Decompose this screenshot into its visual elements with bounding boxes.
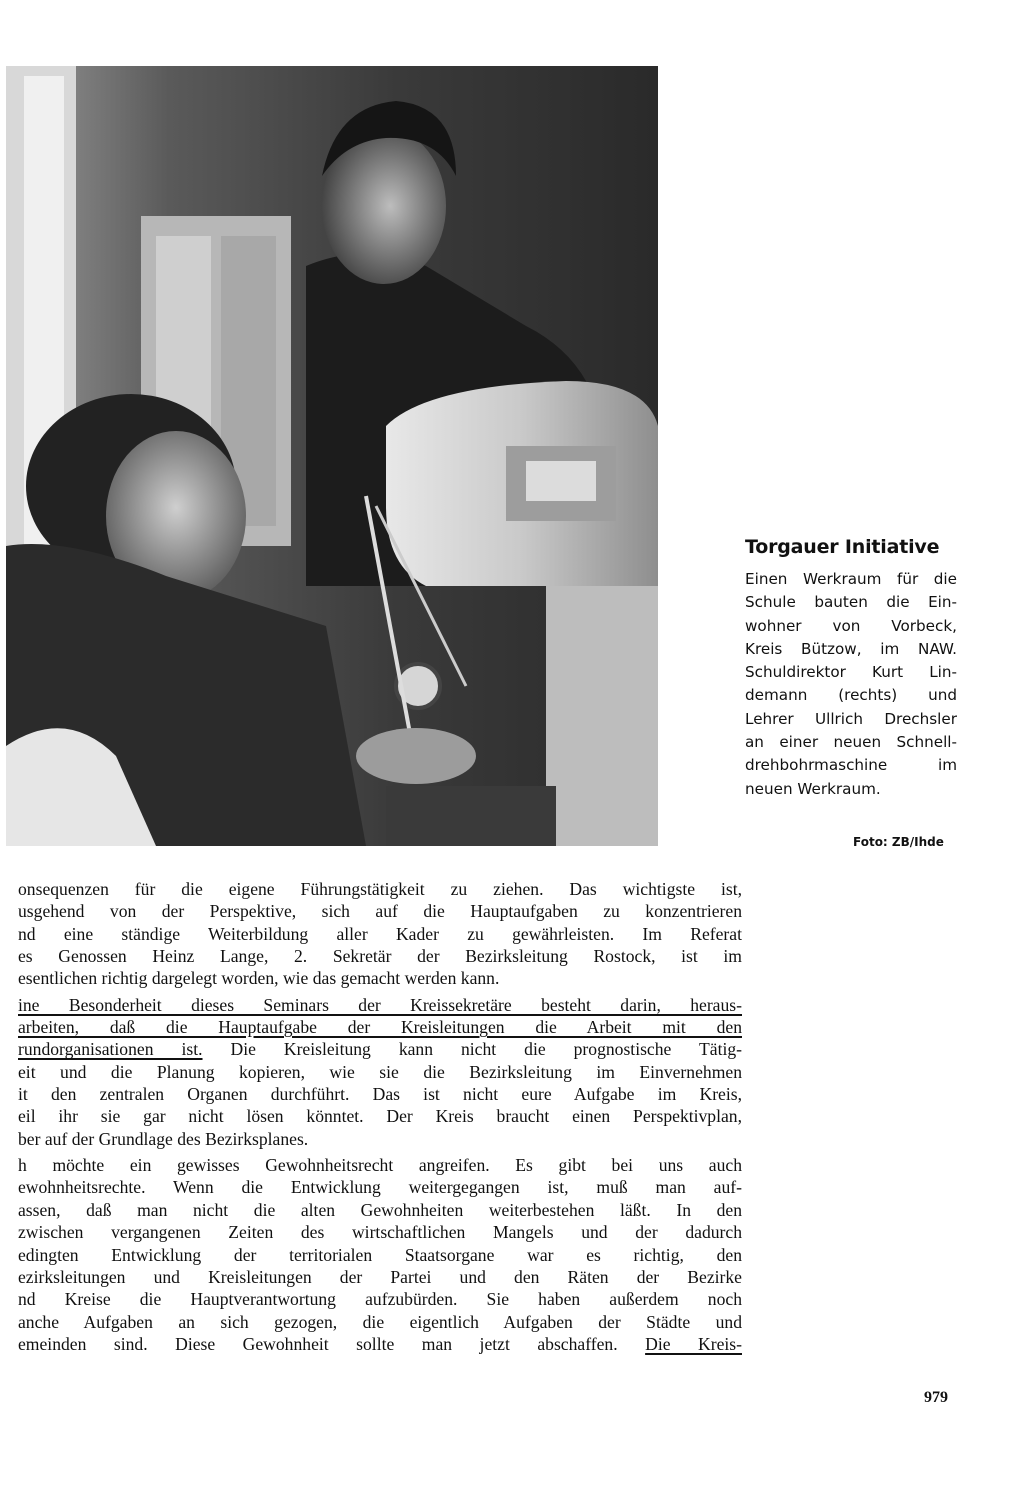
text-line: edingten Entwicklung der territorialen Staatsorgane war es richtig, den bbox=[18, 1244, 742, 1265]
caption-line: drehbohrmaschine im bbox=[745, 756, 957, 775]
text-line: ber auf der Grundlage des Bezirksplanes. bbox=[18, 1128, 309, 1149]
text-line: arbeiten, daß die Hauptaufgabe der Kreisleitungen die Arbeit mit den bbox=[18, 1017, 742, 1038]
page-number: 979 bbox=[924, 1389, 948, 1406]
caption-line: Schuldirektor Kurt Lin- bbox=[745, 663, 957, 682]
text-line: eil ihr sie gar nicht lösen könntet. Der Kreis braucht einen Perspektivplan, bbox=[18, 1106, 742, 1127]
text-span: Die Kreisleitung kann nicht die prognostische Tätig- bbox=[202, 1039, 742, 1060]
paragraph bbox=[18, 1154, 742, 1355]
paragraph bbox=[18, 994, 742, 1150]
text-line bbox=[18, 1038, 742, 1060]
photo-two-men-drill-machine-icon bbox=[6, 66, 658, 846]
photo-credit: Foto: ZB/Ihde bbox=[853, 835, 944, 849]
text-line: anche Aufgaben an sich gezogen, die eigentlich Aufgaben der Städte und bbox=[18, 1311, 742, 1332]
caption-line: Kreis Bützow, im NAW. bbox=[745, 639, 957, 658]
text-line: nd Kreise die Hauptverantwortung aufzubürden. Sie haben außerdem noch bbox=[18, 1289, 742, 1310]
text-line: ezirksleitungen und Kreisleitungen der Partei und den Räten der Bezirke bbox=[18, 1266, 742, 1287]
text-line: assen, daß man nicht die alten Gewohnheiten weiterbestehen läßt. In den bbox=[18, 1199, 742, 1220]
text-line: eit und die Planung kopieren, wie sie die Bezirksleitung im Einvernehmen bbox=[18, 1061, 742, 1082]
text-line: nd eine ständige Weiterbildung aller Kader zu gewährleisten. Im Referat bbox=[18, 923, 742, 944]
caption-line: Schule bauten die Ein- bbox=[745, 593, 957, 612]
caption-line: Lehrer Ullrich Drechsler bbox=[745, 709, 957, 728]
underlined-text: rundorganisationen ist. bbox=[18, 1039, 203, 1060]
body-text bbox=[18, 878, 742, 1359]
text-line: zwischen vergangenen Zeiten des wirtschaftlichen Mangels und der dadurch bbox=[18, 1222, 742, 1243]
caption-line: Einen Werkraum für die bbox=[745, 570, 957, 588]
caption-title: Torgauer Initiative bbox=[745, 536, 940, 558]
caption-line: an einer neuen Schnell- bbox=[745, 733, 957, 752]
caption-line: demann (rechts) und bbox=[745, 686, 957, 705]
text-line: h möchte ein gewisses Gewohnheitsrecht angreifen. Es gibt bei uns auch bbox=[18, 1155, 742, 1176]
text-line: onsequenzen für die eigene Führungstätigkeit zu ziehen. Das wichtigste ist, bbox=[18, 879, 742, 899]
paragraph bbox=[18, 878, 742, 990]
photo bbox=[6, 66, 658, 846]
text-line bbox=[18, 1333, 742, 1355]
text-line: ewohnheitsrechte. Wenn die Entwicklung weitergegangen ist, muß man auf- bbox=[18, 1177, 742, 1198]
text-line: es Genossen Heinz Lange, 2. Sekretär der Bezirksleitung Rostock, ist im bbox=[18, 946, 742, 967]
text-line: it den zentralen Organen durchführt. Das ist nicht eure Aufgabe im Kreis, bbox=[18, 1084, 742, 1105]
photo-caption bbox=[745, 536, 957, 801]
text-line: usgehend von der Perspektive, sich auf die Hauptaufgaben zu konzentrieren bbox=[18, 901, 742, 922]
caption-line: neuen Werkraum. bbox=[745, 779, 881, 798]
caption-line: wohner von Vorbeck, bbox=[745, 616, 957, 635]
underlined-text: Die Kreis- bbox=[645, 1333, 742, 1354]
text-line: esentlichen richtig dargelegt worden, wie das gemacht werden kann. bbox=[18, 968, 500, 989]
text-line: ine Besonderheit dieses Seminars der Kreissekretäre besteht darin, heraus- bbox=[18, 994, 742, 1015]
text-span: emeinden sind. Diese Gewohnheit sollte man jetzt abschaffen. bbox=[18, 1333, 646, 1354]
